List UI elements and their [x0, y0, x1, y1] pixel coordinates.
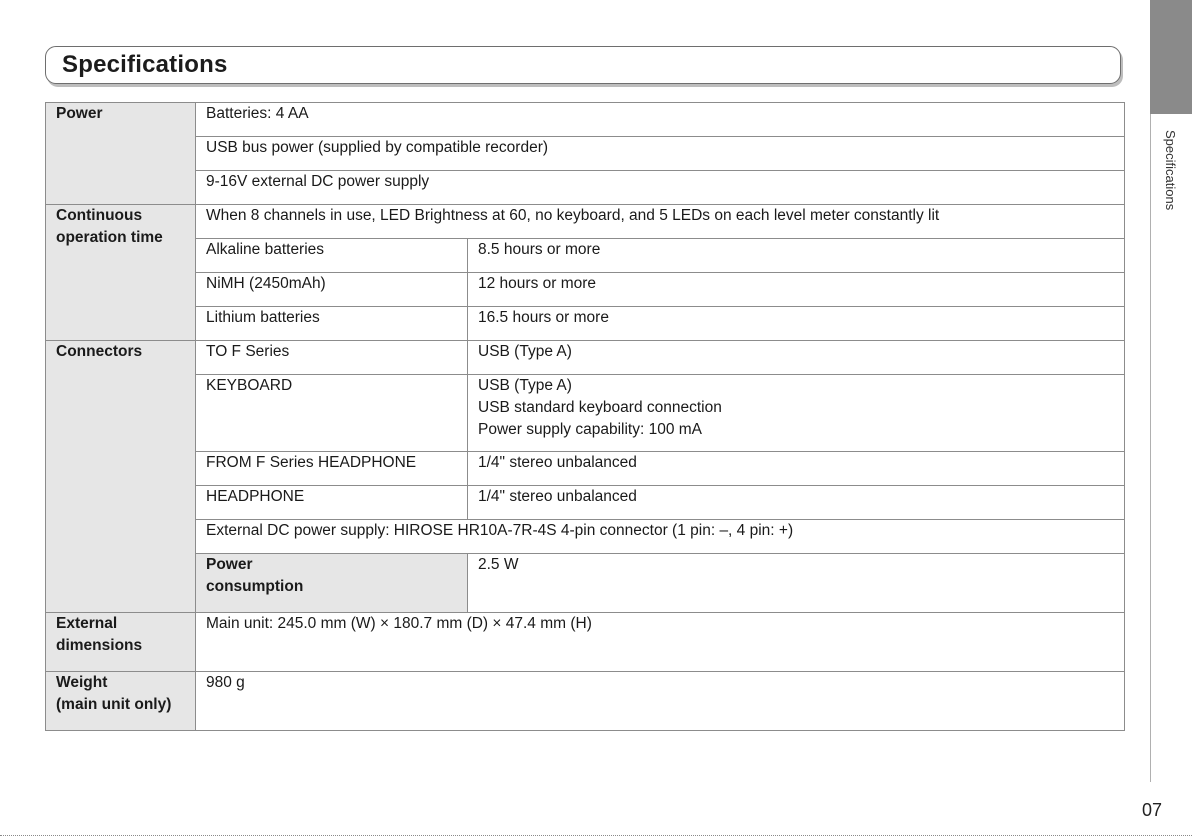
table-row [46, 672, 1125, 731]
category-power: Power [46, 103, 196, 205]
table-row [46, 103, 1125, 137]
page-number: 07 [1142, 800, 1163, 820]
category-weight [46, 672, 196, 731]
table-row [46, 273, 1125, 307]
section-title-bar [45, 46, 1121, 84]
category-label-line: Weight [56, 674, 108, 691]
bottom-divider [0, 835, 1192, 836]
table-row [46, 375, 1125, 452]
spec-value: 9-16V external DC power supply [196, 171, 1125, 205]
category-label-line: consumption [206, 578, 304, 595]
category-continuous-operation: Continuous operation time [46, 205, 196, 341]
table-row [46, 486, 1125, 520]
table-row [46, 452, 1125, 486]
value-line: USB (Type A) [478, 377, 572, 394]
spec-note: When 8 channels in use, LED Brightness at 60, no keyboard, and 5 LEDs on each level meter constantly lit [196, 205, 1125, 239]
spec-value: 16.5 hours or more [468, 307, 1125, 341]
value-line: USB standard keyboard connection [478, 399, 722, 416]
category-connectors: Connectors [46, 341, 196, 613]
spec-name: FROM F Series HEADPHONE [196, 452, 468, 486]
spec-value [468, 375, 1125, 452]
spec-value: USB (Type A) [468, 341, 1125, 375]
table-row [46, 613, 1125, 672]
spec-value: 2.5 W [468, 554, 1125, 613]
table-row [46, 205, 1125, 239]
spec-value: 12 hours or more [468, 273, 1125, 307]
table-row [46, 341, 1125, 375]
table-row [46, 137, 1125, 171]
category-label-line: dimensions [56, 637, 143, 654]
page-title: Specifications [62, 51, 228, 78]
spec-value: External DC power supply: HIROSE HR10A-7R-4S 4-pin connector (1 pin: –, 4 pin: +) [196, 520, 1125, 554]
table-row [46, 307, 1125, 341]
spec-name: HEADPHONE [196, 486, 468, 520]
spec-value: 1/4" stereo unbalanced [468, 486, 1125, 520]
category-label-line: Power [206, 556, 253, 573]
category-power-consumption [196, 554, 468, 613]
category-label-line: External [56, 615, 118, 632]
spec-name: Alkaline batteries [196, 239, 468, 273]
spec-value: USB bus power (supplied by compatible recorder) [196, 137, 1125, 171]
spec-name: TO F Series [196, 341, 468, 375]
spec-name: KEYBOARD [196, 375, 468, 452]
spec-value: 8.5 hours or more [468, 239, 1125, 273]
value-line: Power supply capability: 100 mA [478, 421, 703, 438]
table-row [46, 520, 1125, 554]
side-divider [1150, 114, 1151, 782]
spec-value: Batteries: 4 AA [196, 103, 1125, 137]
table-row [46, 554, 1125, 613]
side-tab-label: Specifications [1163, 130, 1178, 211]
spec-name: NiMH (2450mAh) [196, 273, 468, 307]
table-row [46, 171, 1125, 205]
spec-table [45, 102, 1125, 731]
spec-value: Main unit: 245.0 mm (W) × 180.7 mm (D) × 47.4 mm (H) [196, 613, 1125, 672]
category-external-dimensions [46, 613, 196, 672]
table-row [46, 239, 1125, 273]
chapter-tab [1150, 0, 1192, 114]
spec-value: 1/4" stereo unbalanced [468, 452, 1125, 486]
category-label-line: (main unit only) [56, 696, 172, 713]
spec-value: 980 g [196, 672, 1125, 731]
spec-name: Lithium batteries [196, 307, 468, 341]
